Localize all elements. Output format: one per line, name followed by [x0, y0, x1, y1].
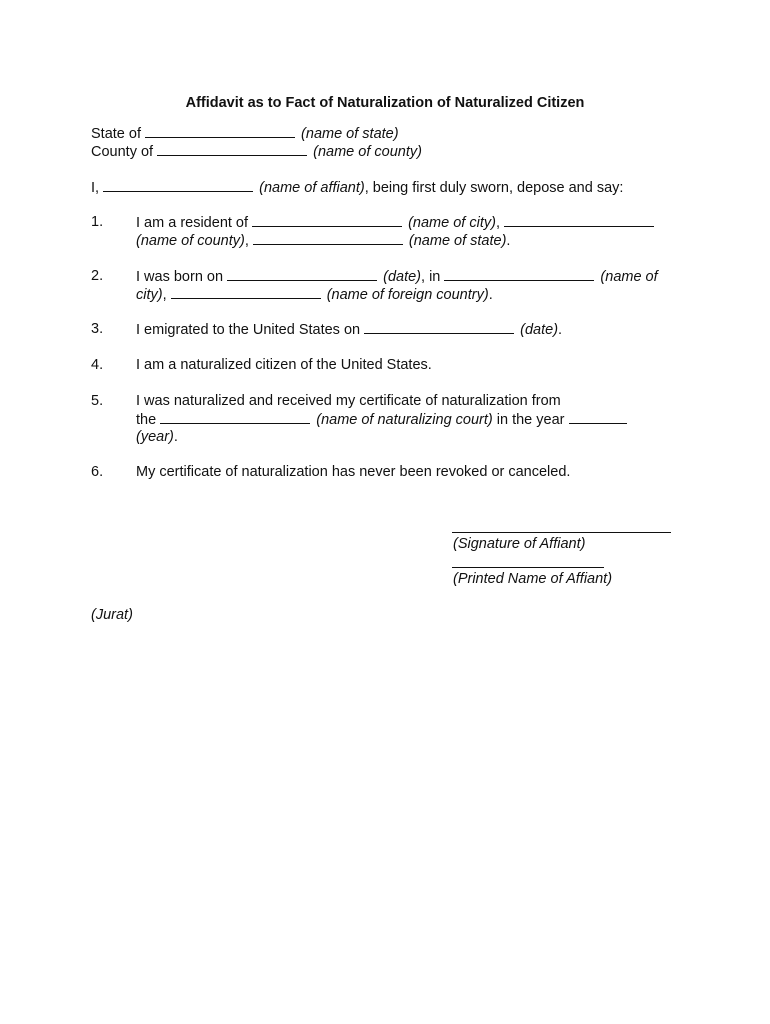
signature-label: (Signature of Affiant): [453, 536, 586, 552]
birth-date-hint: (date): [383, 269, 422, 285]
item-5-line-3: (year).: [136, 429, 178, 445]
printed-name-line[interactable]: [452, 567, 604, 568]
item-2-line-1: I was born on (date), in (name of: [136, 269, 658, 285]
residence-state-hint: (name of state): [408, 233, 507, 249]
item-1-number: 1.: [91, 214, 104, 230]
birth-date-blank[interactable]: [227, 267, 377, 281]
signature-line[interactable]: [452, 532, 671, 533]
residence-county-blank[interactable]: [504, 213, 654, 227]
item-4-line-1: I am a naturalized citizen of the United States.: [136, 357, 432, 373]
affiant-name-blank[interactable]: [103, 178, 253, 192]
residence-state-blank[interactable]: [253, 231, 403, 245]
printed-name-label: (Printed Name of Affiant): [453, 571, 613, 587]
intro-prefix: I,: [91, 180, 100, 196]
emigration-date-blank[interactable]: [364, 320, 514, 334]
document-title: Affidavit as to Fact of Naturalization of Naturalized Citizen: [185, 95, 585, 111]
item-6-number: 6.: [91, 464, 104, 480]
intro-suffix: , being first duly sworn, depose and say:: [364, 180, 624, 196]
item-6-line-1: My certificate of naturalization has never been revoked or canceled.: [136, 464, 571, 480]
item-1-line-1: I am a resident of (name of city),: [136, 213, 656, 232]
affiant-hint: (name of affiant): [259, 180, 365, 196]
county-hint: (name of county): [313, 144, 422, 160]
item-3-line-1: I emigrated to the United States on (date).: [136, 322, 563, 338]
jurat-label: (Jurat): [91, 607, 133, 623]
venue-state-line: [91, 124, 399, 143]
item-5-line-2: the (name of naturalizing court) in the year: [136, 410, 629, 429]
birth-city-hint-start: (name of: [600, 269, 658, 285]
item-5-number: 5.: [91, 393, 104, 409]
naturalization-year-hint: (year): [136, 429, 174, 445]
state-blank[interactable]: [145, 124, 295, 138]
county-blank[interactable]: [157, 142, 307, 156]
naturalizing-court-hint: (name of naturalizing court): [316, 412, 493, 428]
city-hint: (name of city): [408, 215, 496, 231]
item-1-line-2: (name of county), (name of state).: [136, 233, 511, 249]
item-3-number: 3.: [91, 321, 104, 337]
residence-county-hint: (name of county): [136, 233, 245, 249]
state-hint: (name of state): [301, 126, 399, 142]
county-label: County of: [91, 144, 154, 160]
foreign-country-hint: (name of foreign country): [326, 287, 489, 303]
venue-county-line: [91, 142, 422, 161]
naturalizing-court-blank[interactable]: [160, 410, 310, 424]
emigration-date-hint: (date): [520, 322, 559, 338]
birth-city-hint-end: city): [136, 287, 163, 303]
item-5-line-1: I was naturalized and received my certificate of naturalization from: [136, 393, 561, 409]
state-label: State of: [91, 126, 141, 142]
naturalization-year-blank[interactable]: [569, 410, 627, 424]
item-2-line-2: city), (name of foreign country).: [136, 287, 493, 303]
city-blank[interactable]: [252, 213, 402, 227]
birth-city-blank[interactable]: [444, 267, 594, 281]
item-4-number: 4.: [91, 357, 104, 373]
foreign-country-blank[interactable]: [171, 285, 321, 299]
item-2-number: 2.: [91, 268, 104, 284]
intro-line: [91, 178, 623, 197]
